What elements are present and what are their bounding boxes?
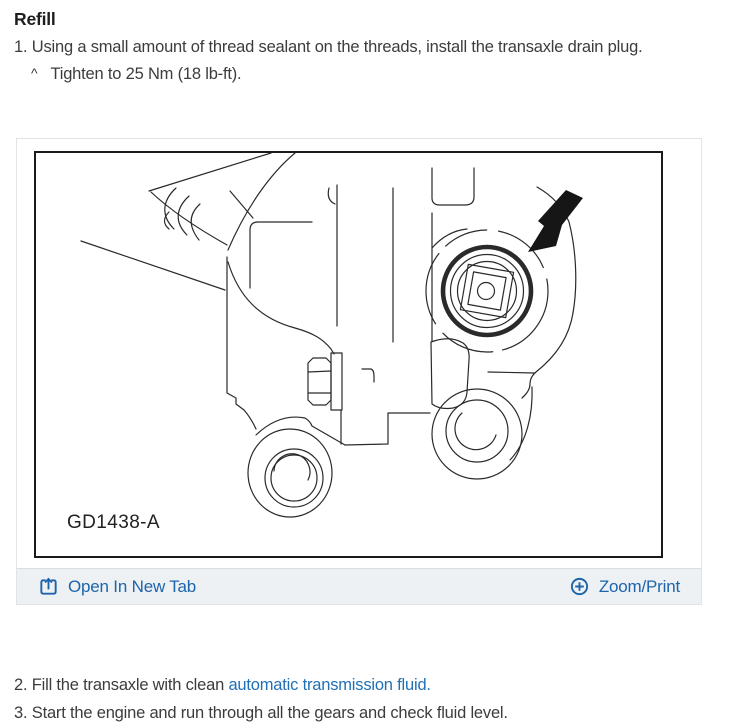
automatic-transmission-fluid-link[interactable]: automatic transmission fluid. [228, 676, 431, 694]
section-heading: Refill [14, 9, 56, 29]
drain-plug-arrow-icon [528, 190, 583, 252]
step-2-text: Fill the transaxle with clean [31, 676, 225, 694]
zoom-print-label: Zoom/Print [598, 576, 680, 596]
open-in-new-tab-icon [38, 576, 59, 597]
figure-frame [34, 151, 663, 558]
figure-toolbar [17, 568, 701, 604]
transaxle-drain-plug-diagram [36, 153, 657, 552]
step-2 [14, 671, 752, 699]
step-3-text: Start the engine and run through all the gears and check fluid level. [31, 704, 508, 722]
step-2-number: 2. [14, 676, 28, 694]
caret-marker: ^ [31, 65, 38, 81]
torque-substep-text: Tighten to 25 Nm (18 lb-ft). [50, 65, 242, 83]
step-1 [14, 37, 752, 58]
step-3-number: 3. [14, 704, 28, 722]
step-1-number: 1. [14, 38, 28, 56]
step-1-text: Using a small amount of thread sealant on the threads, install the transaxle drain plug. [31, 38, 643, 56]
open-in-new-tab-label: Open In New Tab [68, 576, 197, 596]
figure-label: GD1438-A [67, 512, 160, 533]
open-in-new-tab-link[interactable] [38, 576, 196, 597]
step-3 [14, 699, 752, 727]
circle-plus-icon [569, 576, 590, 597]
zoom-print-link[interactable] [569, 576, 680, 597]
figure-card [16, 138, 702, 605]
torque-substep [14, 63, 752, 85]
